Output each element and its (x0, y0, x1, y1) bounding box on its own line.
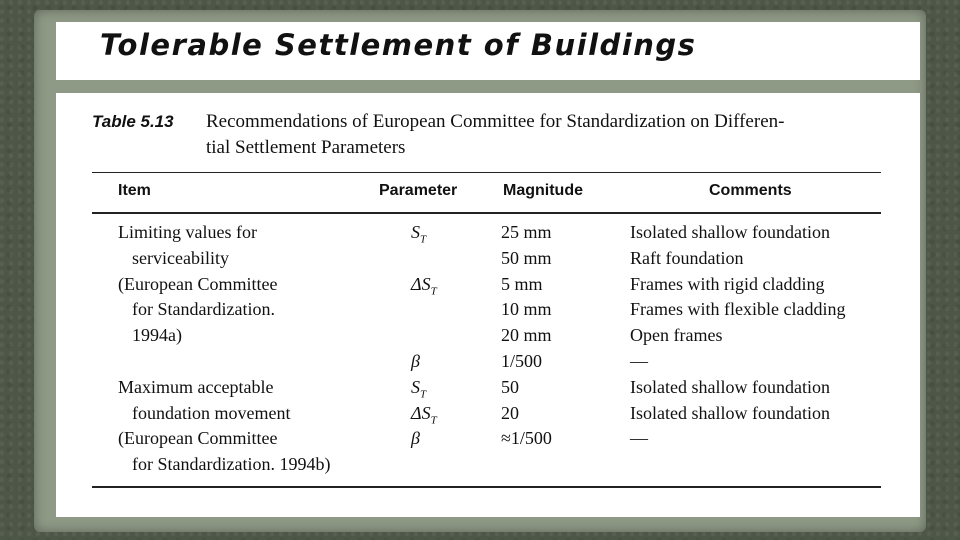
cell-magnitude: 5 mm (501, 273, 543, 294)
parameter-subscript: T (430, 285, 437, 298)
parameter-symbol: S (411, 222, 420, 242)
cell-item: (European Committee (118, 428, 278, 449)
cell-comment: Isolated shallow foundation (630, 222, 830, 242)
parameter-symbol: S (411, 376, 420, 397)
table-row (56, 272, 920, 297)
table-row (56, 401, 920, 426)
parameter-symbol: β (411, 428, 420, 449)
table-caption (92, 109, 892, 161)
table-row (56, 220, 920, 245)
cell-item: foundation movement (132, 402, 291, 423)
slide-title: Tolerable Settlement of Buildings (100, 28, 697, 62)
cell-item: (European Committee (118, 273, 278, 294)
table-row (56, 349, 920, 374)
parameter-subscript: T (430, 414, 437, 427)
cell-item: Limiting values for (118, 222, 257, 242)
caption-line-2: tial Settlement Parameters (206, 137, 406, 158)
cell-magnitude: 25 mm (501, 222, 552, 242)
parameter-symbol: ΔS (411, 273, 431, 294)
cell-comment: Frames with flexible cladding (630, 299, 846, 320)
header-item: Item (118, 182, 151, 199)
cell-item: Maximum acceptable (118, 376, 274, 397)
parameter-subscript: T (420, 233, 427, 246)
table-row (56, 452, 920, 477)
table-row (56, 426, 920, 451)
bottom-rule (92, 486, 881, 488)
parameter-symbol: ΔS (411, 402, 431, 423)
title-banner (56, 22, 920, 80)
table-row (56, 297, 920, 322)
parameter-symbol: β (411, 351, 420, 371)
cell-comment: Raft foundation (630, 247, 744, 268)
cell-comment: Isolated shallow foundation (630, 376, 830, 397)
header-comments: Comments (709, 182, 792, 199)
cell-magnitude: 20 mm (501, 325, 552, 346)
cell-magnitude: 10 mm (501, 299, 552, 320)
cell-comment: — (630, 428, 648, 449)
cell-comment: Open frames (630, 325, 723, 346)
cell-comment: Isolated shallow foundation (630, 402, 830, 423)
cell-magnitude: 50 (501, 376, 519, 397)
cell-item: serviceability (132, 247, 229, 268)
table-row (56, 246, 920, 271)
cell-magnitude: 50 mm (501, 247, 552, 268)
table-row (56, 375, 920, 400)
cell-magnitude: 1/500 (501, 351, 543, 371)
cell-magnitude: 20 (501, 402, 519, 423)
top-rule (92, 172, 881, 173)
cell-comment: Frames with rigid cladding (630, 273, 825, 294)
table-image (56, 93, 920, 517)
header-rule (92, 212, 881, 214)
table-row (56, 323, 920, 348)
header-magnitude: Magnitude (503, 182, 583, 199)
cell-comment: — (630, 351, 648, 371)
cell-item: for Standardization. 1994b) (132, 454, 331, 475)
cell-magnitude: ≈1/500 (501, 428, 552, 449)
table-number: Table 5.13 (92, 112, 174, 131)
header-parameter: Parameter (379, 182, 458, 199)
parameter-subscript: T (420, 388, 427, 401)
caption-line-1: Recommendations of European Committee for Standardization on Differen- (206, 111, 785, 132)
cell-item: for Standardization. (132, 299, 275, 320)
cell-item: 1994a) (132, 325, 182, 346)
